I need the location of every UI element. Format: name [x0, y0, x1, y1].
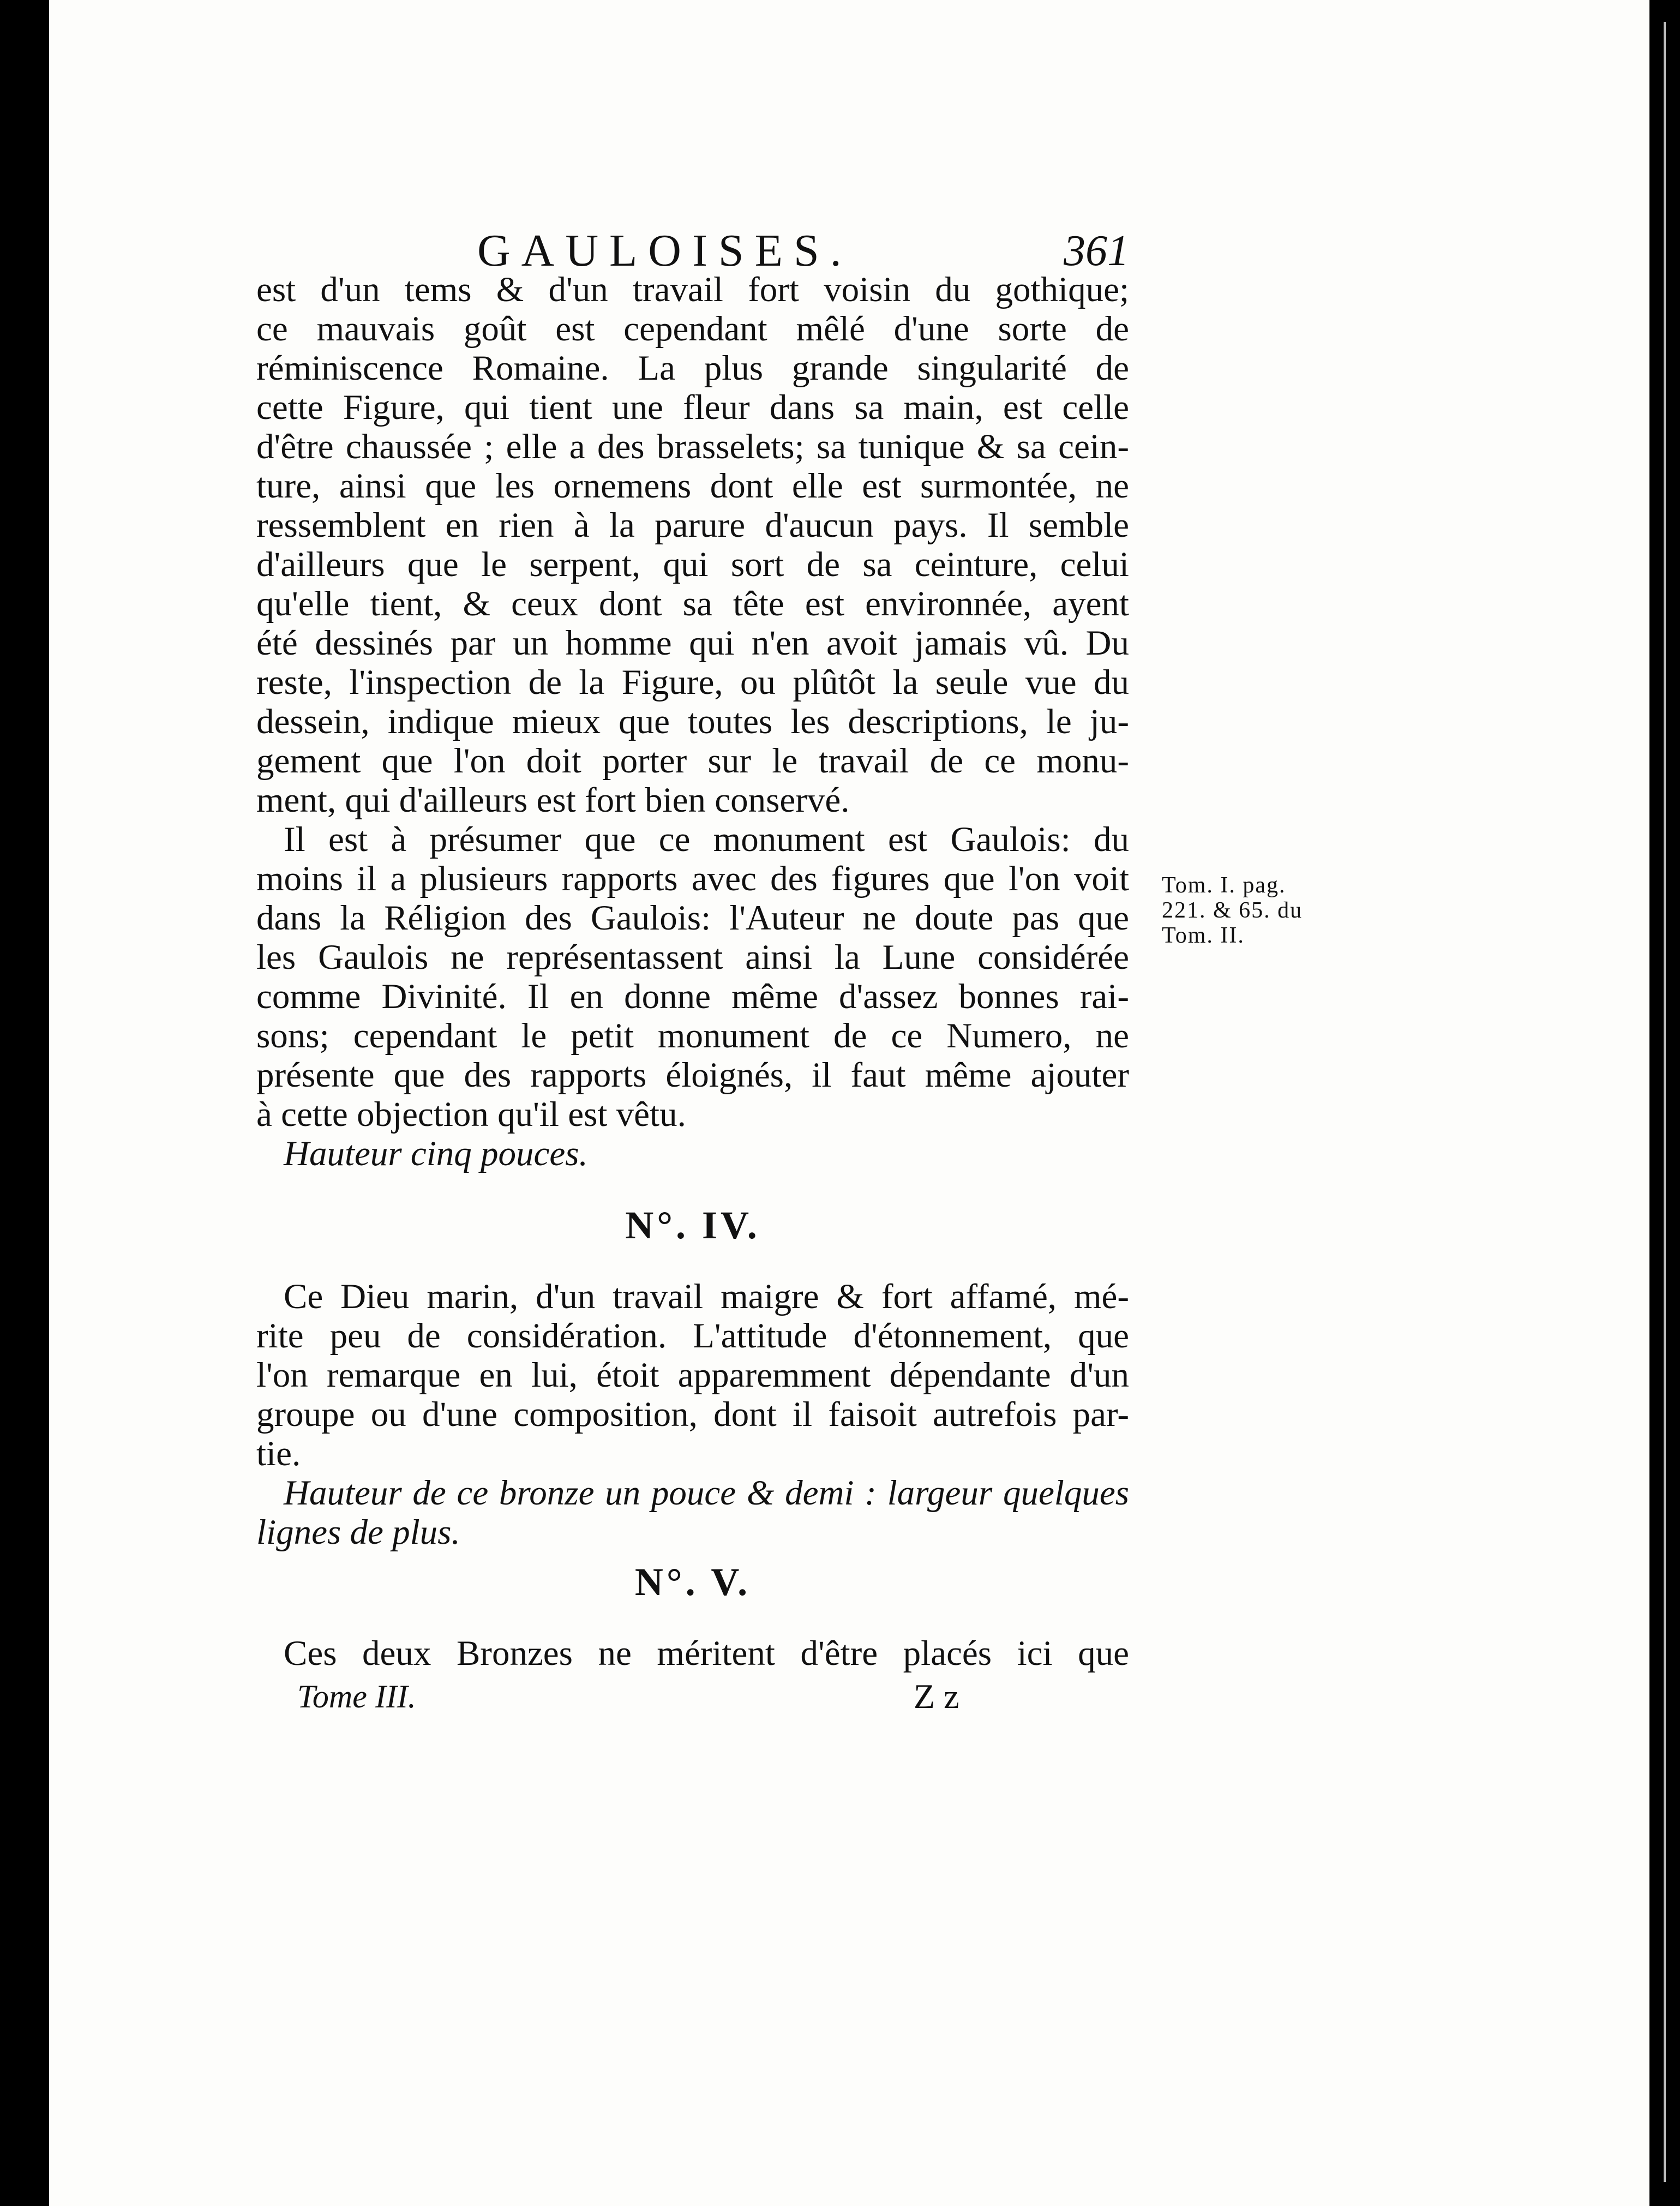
marginal-note-line: Tom. I. pag. — [1162, 873, 1286, 898]
text-line: reste, l'inspection de la Figure, ou plûtôt la seule vue du — [256, 663, 1129, 702]
height-note: Hauteur cinq pouces. — [284, 1134, 588, 1173]
text-line: ce mauvais goût est cependant mêlé d'une sorte de — [256, 309, 1129, 349]
text-line: Ce Dieu marin, d'un travail maigre & fort affamé, mé- — [284, 1277, 1129, 1316]
text-line: Il est à présumer que ce monument est Gaulois: du — [284, 820, 1129, 859]
text-line: l'on remarque en lui, étoit apparemment dépendante d'un — [256, 1356, 1129, 1395]
marginal-note-line: Tom. II. — [1162, 923, 1245, 948]
text-line: tie. — [256, 1434, 301, 1473]
text-line: rite peu de considération. L'attitude d'étonnement, que — [256, 1316, 1129, 1356]
dimension-note — [256, 1473, 1129, 1552]
text-line: dessein, indique mieux que toutes les descriptions, le ju- — [256, 702, 1129, 741]
text-line: lignes de plus. — [256, 1513, 460, 1552]
text-line: ressemblent en rien à la parure d'aucun pays. Il semble — [256, 506, 1129, 545]
text-line: réminiscence Romaine. La plus grande singularité de — [256, 349, 1129, 388]
text-line: comme Divinité. Il en donne même d'assez bonnes rai- — [256, 977, 1129, 1016]
page-body — [256, 270, 1129, 1673]
paragraph-gaulish-origin — [256, 820, 1129, 1134]
text-line: groupe ou d'une composition, dont il faisoit autrefois par- — [256, 1395, 1129, 1434]
page-number: 361 — [1064, 227, 1129, 275]
text-line: d'être chaussée ; elle a des brasselets; sa tunique & sa cein- — [256, 427, 1129, 466]
text-line: ture, ainsi que les ornemens dont elle est surmontée, ne — [256, 466, 1129, 506]
signature-mark: Z z — [914, 1677, 959, 1716]
page-footer — [297, 1677, 1061, 1716]
text-line: gement que l'on doit porter sur le travail de ce monu- — [256, 741, 1129, 781]
text-line: d'ailleurs que le serpent, qui sort de sa ceinture, celui — [256, 545, 1129, 584]
paragraph-figure-description — [256, 270, 1129, 820]
paragraph-two-bronzes: Ces deux Bronzes ne méritent d'être placés ici que — [284, 1634, 1129, 1673]
text-line: sons; cependant le petit monument de ce Numero, ne — [256, 1016, 1129, 1056]
section-heading-iv: N°. IV. — [625, 1203, 760, 1247]
text-line: Hauteur de ce bronze un pouce & demi : largeur quelques — [284, 1473, 1129, 1513]
text-line: ment, qui d'ailleurs est fort bien conservé. — [256, 781, 850, 820]
text-line: dans la Réligion des Gaulois: l'Auteur ne doute pas que — [256, 898, 1129, 938]
running-title: GAULOISES. — [477, 225, 853, 276]
section-heading-v: N°. V. — [634, 1560, 751, 1604]
text-line: présente que des rapports éloignés, il faut même ajouter — [256, 1056, 1129, 1095]
paragraph-sea-god — [256, 1277, 1129, 1473]
scan-border-left — [0, 0, 49, 2206]
text-line: été dessinés par un homme qui n'en avoit jamais vû. Du — [256, 624, 1129, 663]
text-line: est d'un tems & d'un travail fort voisin du gothique; — [256, 270, 1129, 309]
text-line: cette Figure, qui tient une fleur dans sa main, est celle — [256, 388, 1129, 427]
text-line: qu'elle tient, & ceux dont sa tête est environnée, ayent — [256, 584, 1129, 624]
text-line: les Gaulois ne représentassent ainsi la Lune considérée — [256, 938, 1129, 977]
volume-label: Tome III. — [297, 1679, 416, 1715]
marginal-note — [1162, 873, 1342, 948]
marginal-note-line: 221. & 65. du — [1162, 898, 1303, 923]
text-line: moins il a plusieurs rapports avec des figures que l'on voit — [256, 859, 1129, 898]
page-edge — [1664, 22, 1666, 2182]
text-line: à cette objection qu'il est vêtu. — [256, 1095, 686, 1134]
